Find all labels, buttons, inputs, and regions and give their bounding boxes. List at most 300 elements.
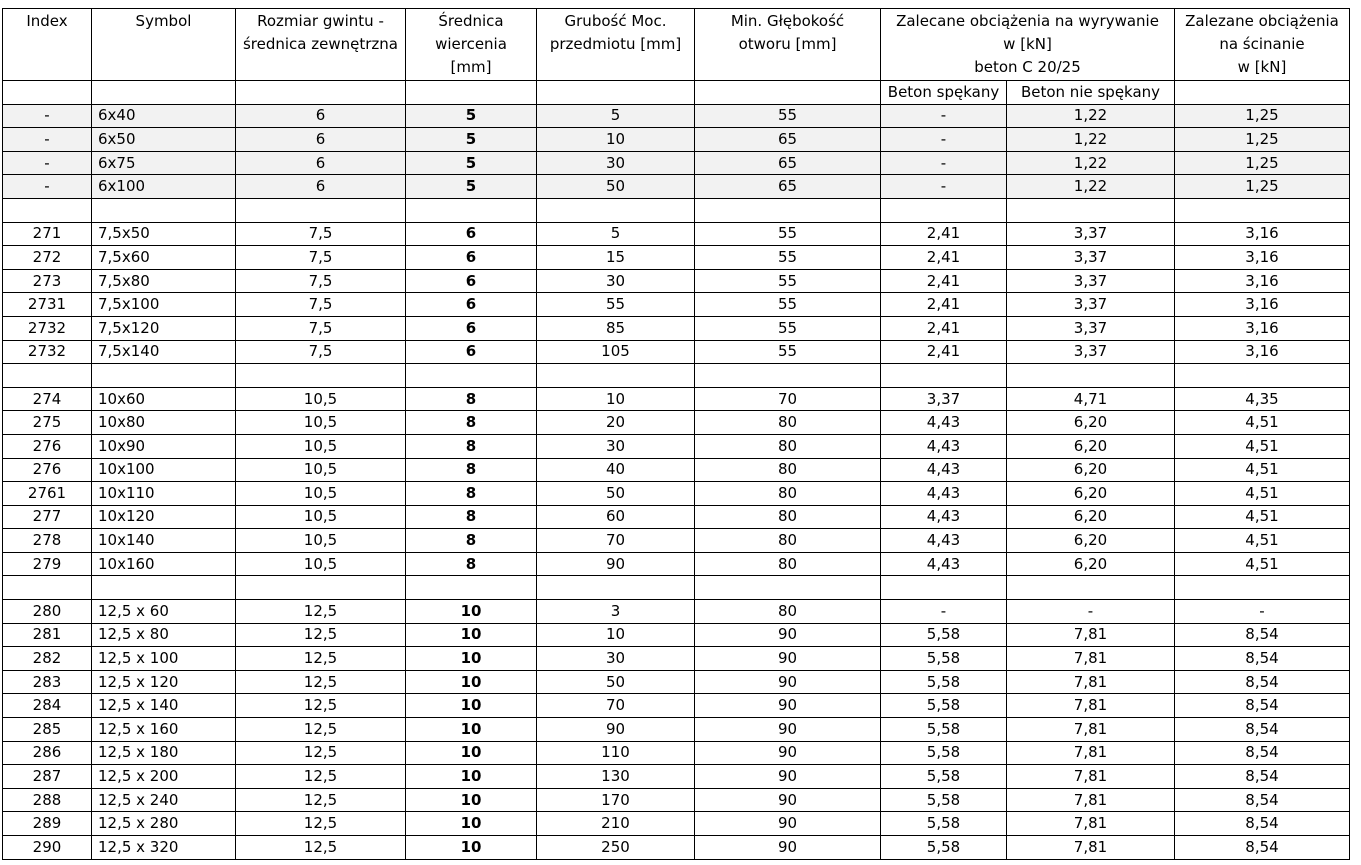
cell-thread: 12,5 (236, 694, 406, 718)
cell-cracked: - (881, 128, 1007, 152)
cell-thread: 6 (236, 151, 406, 175)
cell-cracked: - (881, 104, 1007, 128)
subheader-row (3, 81, 1350, 105)
cell-cracked: 5,58 (881, 718, 1007, 742)
cell-symbol: 12,5 x 180 (92, 741, 236, 765)
cell-drill: 10 (406, 765, 537, 789)
cell-drill: 6 (406, 222, 537, 246)
cell-uncracked: 3,37 (1007, 293, 1175, 317)
cell-uncracked: 6,20 (1007, 482, 1175, 506)
cell-index: 285 (3, 718, 92, 742)
cell-depth: 80 (695, 600, 881, 624)
cell-cracked: - (881, 175, 1007, 199)
cell-thickness: 110 (537, 741, 695, 765)
cell-shear: 8,54 (1175, 647, 1350, 671)
cell-index: - (3, 128, 92, 152)
cell-thread: 10,5 (236, 411, 406, 435)
cell-shear: 3,16 (1175, 246, 1350, 270)
cell-cracked: 4,43 (881, 458, 1007, 482)
cell-uncracked: 7,81 (1007, 647, 1175, 671)
cell-depth: 80 (695, 411, 881, 435)
table-row (3, 718, 1350, 742)
table-row (3, 694, 1350, 718)
cell-thickness: 10 (537, 128, 695, 152)
cell-cracked: 5,58 (881, 741, 1007, 765)
cell-uncracked: 3,37 (1007, 316, 1175, 340)
cell-thickness: 40 (537, 458, 695, 482)
table-row (3, 316, 1350, 340)
cell-symbol: 12,5 x 160 (92, 718, 236, 742)
cell-depth: 65 (695, 151, 881, 175)
cell-depth: 55 (695, 104, 881, 128)
table-row (3, 765, 1350, 789)
cell-uncracked: 4,71 (1007, 387, 1175, 411)
cell-index: 289 (3, 812, 92, 836)
cell-thread: 7,5 (236, 269, 406, 293)
cell-cracked: 5,58 (881, 788, 1007, 812)
cell-thickness: 20 (537, 411, 695, 435)
cell-drill: 8 (406, 458, 537, 482)
cell-symbol: 10x110 (92, 482, 236, 506)
table-row (3, 600, 1350, 624)
cell-drill: 10 (406, 647, 537, 671)
cell-symbol: 10x160 (92, 552, 236, 576)
cell-drill: 10 (406, 788, 537, 812)
table-row (3, 269, 1350, 293)
spacer-row (3, 364, 1350, 388)
cell-thickness: 210 (537, 812, 695, 836)
cell-shear: 8,54 (1175, 623, 1350, 647)
cell-thread: 10,5 (236, 387, 406, 411)
cell-thread: 7,5 (236, 222, 406, 246)
cell-depth: 55 (695, 246, 881, 270)
cell-uncracked: 7,81 (1007, 670, 1175, 694)
cell-depth: 80 (695, 552, 881, 576)
spacer-row (3, 198, 1350, 222)
cell-depth: 80 (695, 505, 881, 529)
table-row (3, 340, 1350, 364)
cell-shear: 1,25 (1175, 151, 1350, 175)
cell-symbol: 12,5 x 200 (92, 765, 236, 789)
cell-thickness: 55 (537, 293, 695, 317)
table-row (3, 623, 1350, 647)
cell-index: 2732 (3, 340, 92, 364)
table-row (3, 246, 1350, 270)
cell-drill: 5 (406, 128, 537, 152)
cell-shear: 1,25 (1175, 175, 1350, 199)
table-row (3, 788, 1350, 812)
cell-thread: 7,5 (236, 316, 406, 340)
cell-uncracked: 6,20 (1007, 458, 1175, 482)
cell-thickness: 15 (537, 246, 695, 270)
cell-index: 279 (3, 552, 92, 576)
cell-uncracked: 7,81 (1007, 741, 1175, 765)
cell-thread: 6 (236, 175, 406, 199)
subheader-cracked: Beton spękany (881, 81, 1007, 105)
cell-index: 276 (3, 434, 92, 458)
cell-thread: 6 (236, 128, 406, 152)
cell-drill: 10 (406, 694, 537, 718)
cell-shear: 3,16 (1175, 316, 1350, 340)
cell-drill: 8 (406, 387, 537, 411)
cell-thread: 12,5 (236, 741, 406, 765)
cell-uncracked: 7,81 (1007, 788, 1175, 812)
cell-cracked: 5,58 (881, 694, 1007, 718)
cell-thread: 12,5 (236, 670, 406, 694)
cell-uncracked: 7,81 (1007, 623, 1175, 647)
cell-depth: 90 (695, 647, 881, 671)
cell-cracked: 2,41 (881, 340, 1007, 364)
cell-thickness: 10 (537, 623, 695, 647)
cell-uncracked: 3,37 (1007, 340, 1175, 364)
cell-uncracked: 1,22 (1007, 128, 1175, 152)
cell-symbol: 12,5 x 80 (92, 623, 236, 647)
table-row (3, 458, 1350, 482)
cell-symbol: 10x100 (92, 458, 236, 482)
cell-symbol: 12,5 x 100 (92, 647, 236, 671)
cell-symbol: 10x60 (92, 387, 236, 411)
cell-thread: 12,5 (236, 812, 406, 836)
cell-shear: 8,54 (1175, 694, 1350, 718)
cell-symbol: 7,5x50 (92, 222, 236, 246)
cell-symbol: 6x40 (92, 104, 236, 128)
cell-index: 271 (3, 222, 92, 246)
cell-drill: 5 (406, 151, 537, 175)
cell-uncracked: 3,37 (1007, 222, 1175, 246)
cell-thread: 12,5 (236, 765, 406, 789)
cell-symbol: 7,5x80 (92, 269, 236, 293)
cell-shear: 8,54 (1175, 670, 1350, 694)
cell-drill: 6 (406, 293, 537, 317)
cell-symbol: 12,5 x 280 (92, 812, 236, 836)
cell-depth: 90 (695, 718, 881, 742)
cell-shear: - (1175, 600, 1350, 624)
cell-thickness: 85 (537, 316, 695, 340)
spacer-row (3, 576, 1350, 600)
cell-symbol: 12,5 x 140 (92, 694, 236, 718)
cell-drill: 10 (406, 812, 537, 836)
cell-cracked: 5,58 (881, 765, 1007, 789)
cell-thickness: 90 (537, 718, 695, 742)
cell-thickness: 3 (537, 600, 695, 624)
cell-index: - (3, 151, 92, 175)
cell-shear: 3,16 (1175, 293, 1350, 317)
cell-shear: 1,25 (1175, 104, 1350, 128)
cell-shear: 3,16 (1175, 222, 1350, 246)
cell-thickness: 90 (537, 552, 695, 576)
cell-uncracked: 7,81 (1007, 718, 1175, 742)
cell-thickness: 5 (537, 104, 695, 128)
cell-cracked: - (881, 151, 1007, 175)
table-row (3, 647, 1350, 671)
cell-symbol: 6x50 (92, 128, 236, 152)
cell-depth: 55 (695, 340, 881, 364)
cell-uncracked: 3,37 (1007, 269, 1175, 293)
cell-drill: 8 (406, 529, 537, 553)
header-pull-load: Zalecane obciążenia na wyrywanie w [kN] beton C 20/25 (881, 9, 1175, 81)
cell-thread: 10,5 (236, 505, 406, 529)
cell-thread: 10,5 (236, 482, 406, 506)
cell-index: 287 (3, 765, 92, 789)
cell-cracked: 4,43 (881, 529, 1007, 553)
cell-symbol: 12,5 x 320 (92, 836, 236, 860)
cell-depth: 90 (695, 670, 881, 694)
cell-index: 277 (3, 505, 92, 529)
cell-cracked: 4,43 (881, 434, 1007, 458)
cell-thickness: 30 (537, 151, 695, 175)
cell-cracked: 5,58 (881, 670, 1007, 694)
cell-shear: 1,25 (1175, 128, 1350, 152)
cell-index: - (3, 104, 92, 128)
table-row (3, 529, 1350, 553)
cell-drill: 10 (406, 836, 537, 860)
cell-depth: 90 (695, 623, 881, 647)
cell-drill: 5 (406, 104, 537, 128)
cell-drill: 8 (406, 505, 537, 529)
cell-thread: 12,5 (236, 836, 406, 860)
cell-symbol: 6x75 (92, 151, 236, 175)
cell-shear: 4,51 (1175, 505, 1350, 529)
cell-index: 275 (3, 411, 92, 435)
cell-thickness: 250 (537, 836, 695, 860)
cell-index: 273 (3, 269, 92, 293)
cell-index: 274 (3, 387, 92, 411)
cell-shear: 4,51 (1175, 552, 1350, 576)
cell-cracked: 4,43 (881, 505, 1007, 529)
cell-symbol: 7,5x140 (92, 340, 236, 364)
cell-depth: 90 (695, 788, 881, 812)
cell-thickness: 70 (537, 529, 695, 553)
cell-cracked: 2,41 (881, 269, 1007, 293)
header-drill: Średnica wiercenia [mm] (406, 9, 537, 81)
cell-shear: 3,16 (1175, 340, 1350, 364)
table-row (3, 836, 1350, 860)
cell-symbol: 10x90 (92, 434, 236, 458)
table-row (3, 434, 1350, 458)
cell-cracked: - (881, 600, 1007, 624)
cell-drill: 6 (406, 246, 537, 270)
cell-thread: 10,5 (236, 552, 406, 576)
cell-depth: 90 (695, 694, 881, 718)
cell-cracked: 5,58 (881, 836, 1007, 860)
table-row (3, 505, 1350, 529)
cell-cracked: 5,58 (881, 623, 1007, 647)
cell-thread: 12,5 (236, 623, 406, 647)
cell-shear: 8,54 (1175, 765, 1350, 789)
cell-uncracked: 7,81 (1007, 836, 1175, 860)
cell-uncracked: 1,22 (1007, 175, 1175, 199)
cell-uncracked: 6,20 (1007, 434, 1175, 458)
cell-drill: 10 (406, 718, 537, 742)
cell-symbol: 10x80 (92, 411, 236, 435)
table-row (3, 175, 1350, 199)
table-row (3, 482, 1350, 506)
cell-cracked: 3,37 (881, 387, 1007, 411)
cell-drill: 10 (406, 670, 537, 694)
cell-cracked: 5,58 (881, 812, 1007, 836)
cell-symbol: 7,5x120 (92, 316, 236, 340)
cell-uncracked: 6,20 (1007, 505, 1175, 529)
cell-symbol: 12,5 x 60 (92, 600, 236, 624)
cell-thickness: 60 (537, 505, 695, 529)
cell-cracked: 5,58 (881, 647, 1007, 671)
cell-thickness: 5 (537, 222, 695, 246)
cell-drill: 8 (406, 552, 537, 576)
cell-index: 2731 (3, 293, 92, 317)
cell-uncracked: 7,81 (1007, 694, 1175, 718)
cell-shear: 4,35 (1175, 387, 1350, 411)
cell-thickness: 170 (537, 788, 695, 812)
cell-uncracked: - (1007, 600, 1175, 624)
cell-thickness: 50 (537, 670, 695, 694)
cell-index: 282 (3, 647, 92, 671)
cell-depth: 90 (695, 765, 881, 789)
table-row (3, 812, 1350, 836)
table-row (3, 387, 1350, 411)
subheader-uncracked: Beton nie spękany (1007, 81, 1175, 105)
cell-uncracked: 7,81 (1007, 765, 1175, 789)
cell-drill: 6 (406, 269, 537, 293)
cell-uncracked: 1,22 (1007, 151, 1175, 175)
cell-drill: 8 (406, 411, 537, 435)
cell-depth: 90 (695, 741, 881, 765)
cell-uncracked: 1,22 (1007, 104, 1175, 128)
cell-thread: 6 (236, 104, 406, 128)
header-symbol: Symbol (92, 9, 236, 81)
cell-index: 288 (3, 788, 92, 812)
cell-drill: 10 (406, 741, 537, 765)
cell-depth: 80 (695, 458, 881, 482)
cell-drill: 8 (406, 482, 537, 506)
table-row (3, 411, 1350, 435)
cell-index: 286 (3, 741, 92, 765)
cell-cracked: 2,41 (881, 316, 1007, 340)
cell-thread: 10,5 (236, 529, 406, 553)
cell-drill: 6 (406, 316, 537, 340)
cell-thickness: 50 (537, 175, 695, 199)
cell-thickness: 105 (537, 340, 695, 364)
cell-drill: 6 (406, 340, 537, 364)
anchor-spec-table (2, 8, 1350, 860)
cell-index: 2732 (3, 316, 92, 340)
cell-cracked: 2,41 (881, 222, 1007, 246)
cell-symbol: 12,5 x 240 (92, 788, 236, 812)
cell-shear: 8,54 (1175, 836, 1350, 860)
table-row (3, 104, 1350, 128)
cell-drill: 8 (406, 434, 537, 458)
cell-depth: 55 (695, 222, 881, 246)
cell-index: 284 (3, 694, 92, 718)
table-row (3, 128, 1350, 152)
header-index: Index (3, 9, 92, 81)
cell-shear: 4,51 (1175, 482, 1350, 506)
cell-index: 280 (3, 600, 92, 624)
table-row (3, 552, 1350, 576)
cell-thickness: 30 (537, 269, 695, 293)
cell-drill: 5 (406, 175, 537, 199)
cell-thread: 10,5 (236, 458, 406, 482)
cell-depth: 65 (695, 175, 881, 199)
cell-shear: 4,51 (1175, 458, 1350, 482)
cell-depth: 55 (695, 316, 881, 340)
cell-cracked: 4,43 (881, 482, 1007, 506)
cell-thickness: 70 (537, 694, 695, 718)
cell-shear: 3,16 (1175, 269, 1350, 293)
cell-symbol: 7,5x60 (92, 246, 236, 270)
cell-uncracked: 3,37 (1007, 246, 1175, 270)
cell-depth: 65 (695, 128, 881, 152)
table-row (3, 293, 1350, 317)
cell-depth: 70 (695, 387, 881, 411)
cell-shear: 8,54 (1175, 788, 1350, 812)
cell-depth: 55 (695, 293, 881, 317)
cell-shear: 8,54 (1175, 812, 1350, 836)
table-row (3, 222, 1350, 246)
cell-thread: 10,5 (236, 434, 406, 458)
cell-thread: 7,5 (236, 293, 406, 317)
cell-thread: 7,5 (236, 340, 406, 364)
cell-thickness: 30 (537, 434, 695, 458)
cell-thickness: 50 (537, 482, 695, 506)
header-thread: Rozmiar gwintu - średnica zewnętrzna (236, 9, 406, 81)
cell-cracked: 2,41 (881, 293, 1007, 317)
cell-shear: 8,54 (1175, 718, 1350, 742)
cell-depth: 80 (695, 434, 881, 458)
cell-thread: 7,5 (236, 246, 406, 270)
cell-depth: 90 (695, 812, 881, 836)
table-body (3, 81, 1350, 860)
header-shear-load: Zalezane obciążenia na ścinanie w [kN] (1175, 9, 1350, 81)
cell-thread: 12,5 (236, 600, 406, 624)
cell-symbol: 7,5x100 (92, 293, 236, 317)
cell-index: 278 (3, 529, 92, 553)
cell-cracked: 4,43 (881, 552, 1007, 576)
cell-shear: 4,51 (1175, 434, 1350, 458)
cell-index: 290 (3, 836, 92, 860)
cell-thickness: 30 (537, 647, 695, 671)
cell-thread: 12,5 (236, 718, 406, 742)
cell-index: 2761 (3, 482, 92, 506)
cell-shear: 8,54 (1175, 741, 1350, 765)
cell-shear: 4,51 (1175, 529, 1350, 553)
cell-thickness: 130 (537, 765, 695, 789)
cell-depth: 55 (695, 269, 881, 293)
cell-index: - (3, 175, 92, 199)
cell-thread: 12,5 (236, 788, 406, 812)
cell-uncracked: 6,20 (1007, 411, 1175, 435)
cell-symbol: 12,5 x 120 (92, 670, 236, 694)
cell-uncracked: 6,20 (1007, 552, 1175, 576)
cell-uncracked: 7,81 (1007, 812, 1175, 836)
cell-index: 283 (3, 670, 92, 694)
cell-depth: 80 (695, 529, 881, 553)
cell-drill: 10 (406, 600, 537, 624)
cell-cracked: 4,43 (881, 411, 1007, 435)
cell-uncracked: 6,20 (1007, 529, 1175, 553)
cell-index: 281 (3, 623, 92, 647)
cell-drill: 10 (406, 623, 537, 647)
cell-index: 276 (3, 458, 92, 482)
cell-shear: 4,51 (1175, 411, 1350, 435)
cell-symbol: 10x140 (92, 529, 236, 553)
cell-depth: 90 (695, 836, 881, 860)
cell-cracked: 2,41 (881, 246, 1007, 270)
cell-thickness: 10 (537, 387, 695, 411)
header-thickness: Grubość Moc. przedmiotu [mm] (537, 9, 695, 81)
cell-depth: 80 (695, 482, 881, 506)
cell-index: 272 (3, 246, 92, 270)
header-depth: Min. Głębokość otworu [mm] (695, 9, 881, 81)
